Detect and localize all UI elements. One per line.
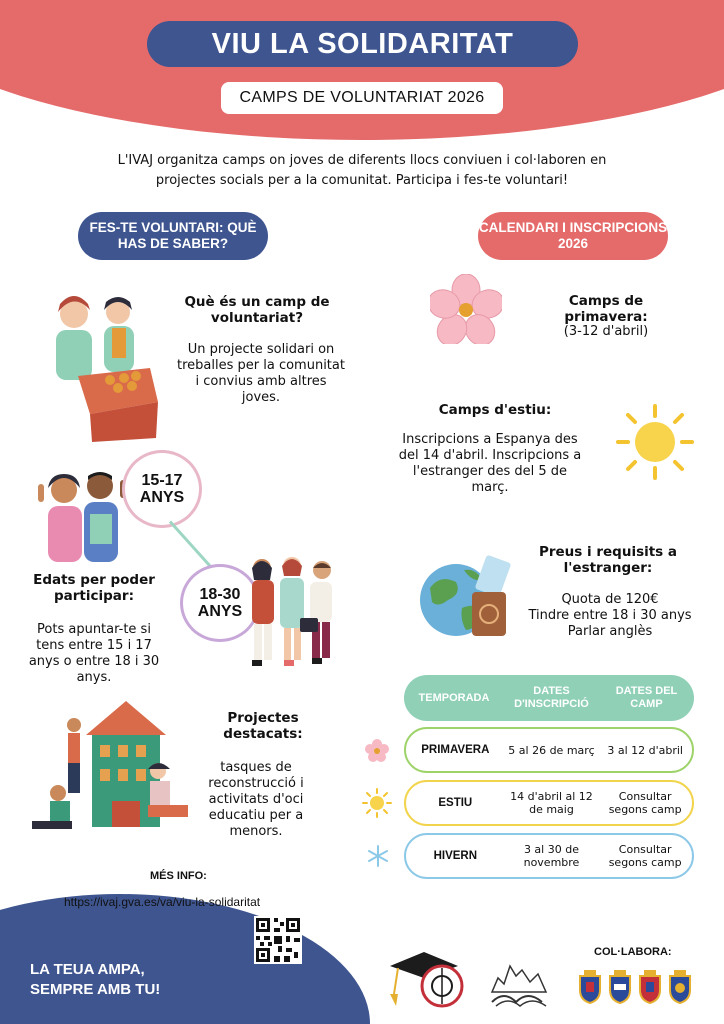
page-title: VIU LA SOLIDARITAT: [147, 21, 578, 67]
row-season: HIVERN: [433, 849, 478, 862]
abroad-language: Parlar anglès: [567, 624, 653, 639]
age-connector-line: [169, 520, 211, 567]
age-range-15-17: 15-17 ANYS: [122, 450, 202, 528]
friends-illustration: [34, 470, 134, 566]
row-registration: 14 d'abril al 12 de maig: [510, 790, 593, 816]
snowflake-icon: [366, 844, 390, 868]
camp-answer: Un projecte solidari on treballes per la comunitat i convius amb altres joves.: [177, 342, 345, 405]
page-subtitle: CAMPS DE VOLUNTARIAT 2026: [221, 82, 503, 114]
flower-icon: [364, 738, 390, 764]
header-registration-dates: DATES D'INSCRIPCIÓ: [514, 685, 589, 710]
camp-question: Què és un camp de voluntariat?: [184, 294, 330, 326]
calendar-table-header: [404, 675, 694, 721]
reconstruction-illustration: [30, 697, 200, 837]
globe-passport-icon: [416, 552, 516, 642]
bottom-decorative-blob: [0, 894, 370, 1024]
flower-icon: [430, 274, 502, 344]
row-camp: 3 al 12 d'abril: [607, 743, 683, 757]
ages-text: Pots apuntar-te si tens entre 15 i 17 anys o entre 18 i 30 anys.: [28, 622, 160, 685]
summer-title: Camps d'estiu:: [438, 402, 552, 418]
section-title-right: CALENDARI I INSCRIPCIONS 2026: [478, 212, 668, 260]
shield-icon: [668, 970, 692, 1004]
ampa-slogan-line-1: LA TEUA AMPA,: [30, 961, 145, 978]
sun-icon: [614, 402, 696, 482]
qr-code-icon[interactable]: [254, 916, 302, 964]
school-logo: [486, 952, 552, 1008]
projects-text: tasques de reconstrucció i activitats d'oci educatiu per a menors.: [208, 760, 304, 839]
abroad-fee: Quota de 120€: [561, 592, 659, 607]
municipal-shields: [578, 970, 692, 1004]
row-season: ESTIU: [438, 796, 473, 809]
row-camp: Consultar segons camp: [608, 790, 682, 816]
sun-icon: [362, 788, 392, 818]
spring-dates: (3-12 d'abril): [563, 324, 649, 339]
ampa-logo: [384, 944, 470, 1016]
abroad-title: Preus i requisits a l'estranger:: [538, 544, 678, 576]
spring-title: Camps de primavera:: [564, 293, 648, 325]
header-camp-dates: DATES DEL CAMP: [615, 685, 678, 710]
row-camp: Consultar segons camp: [608, 843, 682, 869]
info-url[interactable]: https://ivaj.gva.es/va/viu-la-solidaritat: [64, 895, 261, 909]
table-row: [404, 833, 694, 879]
section-title-left: FES-TE VOLUNTARI: QUÈ HAS DE SABER?: [78, 212, 268, 260]
volunteers-crate-illustration: [38, 292, 162, 442]
table-row: [404, 780, 694, 826]
ampa-slogan: [30, 960, 160, 1000]
shield-icon: [638, 970, 662, 1004]
projects-title: Projectes destacats:: [223, 710, 303, 742]
header-season: TEMPORADA: [418, 691, 490, 704]
row-season: PRIMAVERA: [421, 743, 490, 756]
row-registration: 3 al 30 de novembre: [523, 843, 580, 869]
age-range-18-30: 18-30 ANYS: [180, 564, 260, 642]
abroad-age: Tindre entre 18 i 30 anys: [528, 608, 692, 623]
ampa-slogan-line-2: SEMPRE AMB TU!: [30, 981, 161, 998]
shield-icon: [608, 970, 632, 1004]
shield-icon: [578, 970, 602, 1004]
intro-text: L'IVAJ organitza camps on joves de diferents llocs conviuen i col·laboren en projectes socials per a la comunitat. Participa i fes-te voluntari!: [117, 153, 607, 188]
collabora-label: COL·LABORA:: [594, 946, 672, 958]
more-info-label: MÉS INFO:: [150, 870, 207, 882]
row-registration: 5 al 26 de març: [508, 743, 595, 757]
summer-text: Inscripcions a Espanya des del 14 d'abril. Inscripcions a l'estranger des del 5 de març.: [398, 432, 582, 495]
youth-group-illustration: [246, 556, 340, 668]
table-row: [404, 727, 694, 773]
ages-title: Edats per poder participar:: [33, 572, 155, 604]
